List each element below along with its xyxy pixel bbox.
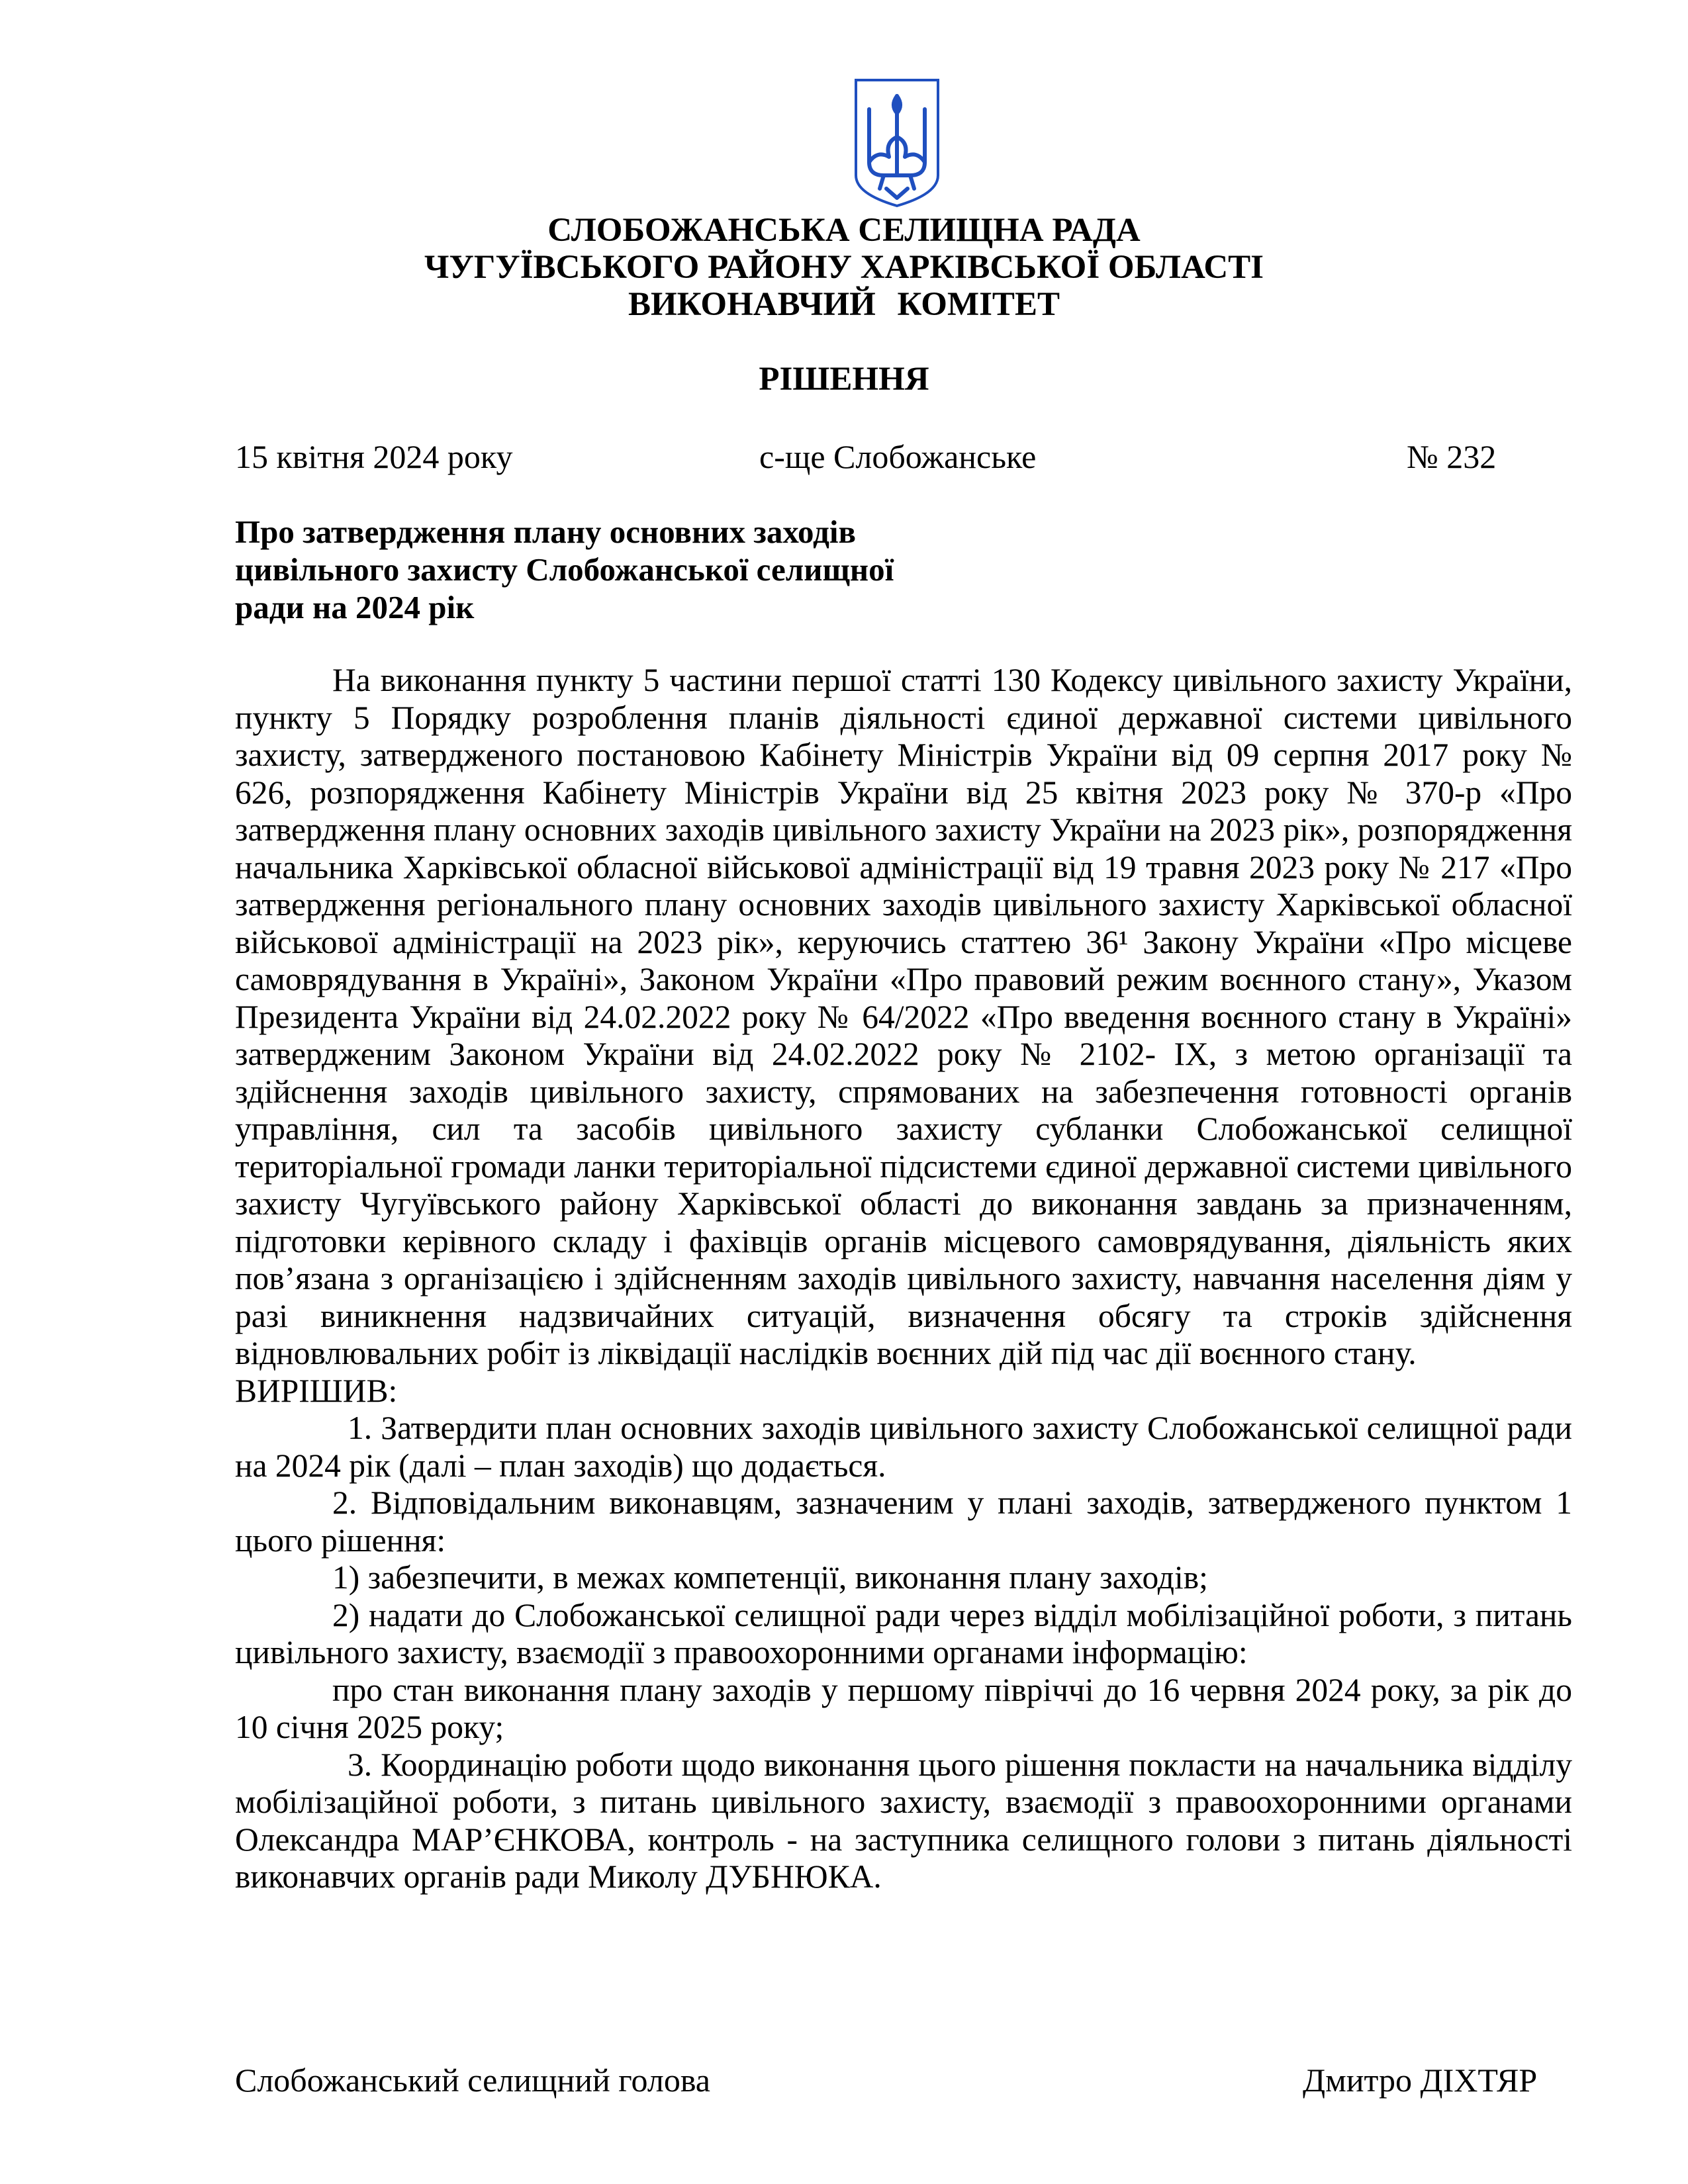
resolution-subitem-2-2: 2) надати до Слобожанської селищної ради через відділ мобілізаційної роботи, з питань цивільного захисту, взаємодії з правоохоронними органами інформацію: <box>235 1596 1572 1670</box>
resolution-subitem-2-2-text: про стан виконання плану заходів у першому півріччі до 16 червня 2024 року, за рік до 10 січня 2025 року; <box>235 1671 1572 1745</box>
coat-of-arms-of-ukraine-icon <box>851 76 943 208</box>
header-line-council: СЛОБОЖАНСЬКА СЕЛИЩНА РАДА <box>547 212 1141 249</box>
resolution-item-1: 1. Затвердити план основних заходів цивільного захисту Слобожанської селищної ради на 2024 рік (далі – план заходів) що додається. <box>235 1410 1572 1484</box>
resolution-subitem-2-1: 1) забезпечити, в межах компетенції, виконання плану заходів; <box>332 1559 1208 1596</box>
resolution-item-3: 3. Координацію роботи щодо виконання цього рішення покласти на начальника відділу мобілізаційної роботи, з питань цивільного захисту, взаємодії з правоохоронними органами Олександра МАР’ЄНКОВА, контроль - на заступника селищного голови з питань діяльності виконавчих органів ради Миколу ДУБНЮКА. <box>235 1746 1572 1895</box>
resolved-heading: ВИРІШИВ: <box>235 1372 398 1409</box>
decision-place: с-ще Слобожанське <box>759 438 1037 475</box>
header-line-district: ЧУГУЇВСЬКОГО РАЙОНУ ХАРКІВСЬКОЇ ОБЛАСТІ <box>424 249 1264 286</box>
decision-subject <box>235 513 894 626</box>
document-title: РІШЕННЯ <box>759 361 929 398</box>
decision-number: № 232 <box>1407 438 1497 475</box>
subject-line: ради на 2024 рік <box>235 589 475 625</box>
decision-date: 15 квітня 2024 року <box>235 438 513 475</box>
signatory-name: Дмитро ДІХТЯР <box>1303 2062 1538 2099</box>
header-line-committee: ВИКОНАВЧИЙ КОМІТЕТ <box>628 286 1060 323</box>
preamble-paragraph: На виконання пункту 5 частини першої статті 130 Кодексу цивільного захисту України, пункту 5 Порядку розроблення планів діяльності єдиної державної системи цивільного захисту, затвердженого постановою Кабінету Міністрів України від 09 серпня 2017 року № 626, розпорядження Кабінету Міністрів України від 25 квітня 2023 року № 370-р «Про затвердження плану основних заходів цивільного захисту України на 2023 рік», розпорядження начальника Харківської обласної військової адміністрації від 19 травня 2023 року № 217 «Про затвердження регіонального плану основних заходів цивільного захисту Харківської обласної військової адміністрації на 2023 рік», керуючись статтею 36¹ Закону України «Про місцеве самоврядування в Україні», Законом України «Про правовий режим воєнного стану», Указом Президента України від 24.02.2022 року № 64/2022 «Про введення воєнного стану в Україні» затвердженим Законом України від 24.02.2022 року № 2102- IX, з метою організації та здійснення заходів цивільного захисту, спрямованих на забезпечення готовності органів управління, сил та засобів цивільного захисту субланки Слобожанської селищної територіальної громади ланки територіальної підсистеми єдиної державної системи цивільного захисту Чугуївського району Харківської області до виконання завдань за призначенням, підготовки керівного складу і фахівців органів місцевого самоврядування, діяльність яких пов’язана з організацією і здійсненням заходів цивільного захисту, навчання населення діям у разі виникнення надзвичайних ситуацій, визначення обсягу та строків здійснення відновлювальних робіт із ліквідації наслідків воєнних дій під час дії воєнного стану. <box>235 662 1572 1371</box>
subject-line: цивільного захисту Слобожанської селищної <box>235 551 894 588</box>
resolution-item-2: 2. Відповідальним виконавцям, зазначеним у плані заходів, затвердженого пунктом 1 цього рішення: <box>235 1484 1572 1559</box>
subject-line: Про затвердження плану основних заходів <box>235 514 856 550</box>
signatory-title: Слобожанський селищний голова <box>235 2062 710 2099</box>
decision-body <box>235 662 1572 1896</box>
organization-header <box>0 212 1688 323</box>
